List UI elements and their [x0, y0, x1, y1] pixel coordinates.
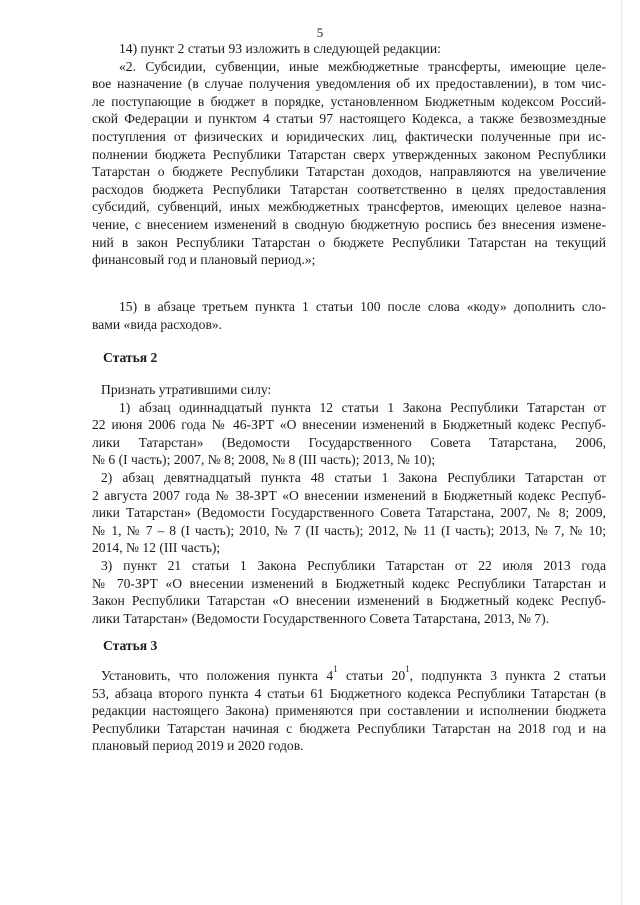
- text-line: лики Татарстан» (Ведомости Государственного Совета Татарстана, 2006,: [92, 434, 606, 450]
- text-line: вами «вида расходов».: [92, 316, 223, 332]
- text-line: финансовый год и плановый период.»;: [92, 252, 316, 268]
- text-line: 1) абзац одиннадцатый пункта 12 статьи 1 Закона Республики Татарстан от: [119, 399, 606, 415]
- text-line: ний в закон Республики Татарстан о бюджете Республики Татарстан на текущий: [92, 234, 606, 250]
- superscript: 1: [405, 664, 410, 675]
- item-15-paragraph: [92, 298, 606, 333]
- text-line: Татарстан о бюджете Республики Татарстан доходов, направляются на увеличение: [92, 164, 606, 180]
- text-line: 2 августа 2007 года № 38-ЗРТ «О внесении изменений в Бюджетный кодекс Респуб-: [92, 487, 606, 503]
- text-fragment: Установить, что положения пункта 4: [101, 668, 334, 683]
- text-line: 53, абзаца второго пункта 4 статьи 61 Бюджетного кодекса Республики Татарстан (в: [92, 685, 606, 701]
- text-line: плановый период 2019 и 2020 годов.: [92, 738, 304, 754]
- text-line: вое назначение (в случае получения уведомления об их предоставлении), в том чис-: [92, 76, 606, 92]
- text-line: Признать утратившими силу:: [101, 382, 272, 397]
- text-line: чение, с внесением изменений в сводную бюджетную роспись без внесения измене-: [92, 216, 606, 232]
- text-line: редакции настоящего Закона) применяются при составлении и исполнении бюджета: [92, 703, 606, 719]
- article-2-heading: Статья 2: [103, 350, 158, 365]
- text-line: ской Федерации и пунктом 4 статьи 97 настоящего Кодекса, а также безвозмездные: [92, 111, 606, 127]
- text-fragment: статьи 20: [337, 668, 406, 683]
- text-line: лики Татарстан» (Ведомости Государственного Совета Татарстана, 2007, № 8; 2009,: [92, 505, 606, 521]
- text-line: ле поступающие в бюджет в порядке, установленном Бюджетным кодексом Россий-: [92, 93, 606, 109]
- text-line: № 6 (I часть); 2007, № 8; 2008, № 8 (III часть); 2013, № 10);: [92, 452, 436, 468]
- text-line: 15) в абзаце третьем пункта 1 статьи 100 после слова «коду» дополнить сло-: [119, 299, 606, 314]
- text-line: Закон Республики Татарстан «О внесении изменений в Бюджетный кодекс Респуб-: [92, 593, 606, 609]
- text-line: субсидий, субвенций, иных межбюджетных трансфертов, имеющих целевое назна-: [92, 199, 606, 215]
- text-line: № 1, № 7 – 8 (I часть); 2010, № 7 (II часть); 2012, № 11 (I часть); 2013, № 7, № 10;: [92, 522, 606, 538]
- text-fragment: , подпункта 3 пункта 2 статьи: [409, 668, 606, 683]
- item-14-paragraph: [92, 40, 606, 269]
- text-line: 22 июня 2006 года № 46-ЗРТ «О внесении изменений в Бюджетный кодекс Респуб-: [92, 417, 606, 433]
- page-edge-shadow: [621, 0, 622, 905]
- text-line: лики Татарстан» (Ведомости Государственного Совета Татарстана, 2013, № 7).: [92, 610, 550, 626]
- text-line: расходов бюджета Республики Татарстан соответственно в целях предоставления: [92, 181, 606, 197]
- text-line: 2014, № 12 (III часть);: [92, 540, 221, 556]
- article-3-heading: Статья 3: [103, 638, 158, 653]
- text-line: 3) пункт 21 статьи 1 Закона Республики Татарстан от 22 июля 2013 года: [101, 557, 606, 573]
- text-line: 2) абзац девятнадцатый пункта 48 статьи 1 Закона Республики Татарстан от: [101, 469, 606, 485]
- text-line: 14) пункт 2 статьи 93 изложить в следующей редакции:: [119, 41, 441, 56]
- text-line: «2. Субсидии, субвенции, иные межбюджетные трансферты, имеющие целе-: [119, 58, 606, 74]
- text-line: № 70-ЗРТ «О внесении изменений в Бюджетный кодекс Республики Татарстан и: [92, 575, 606, 591]
- text-line: [101, 664, 606, 685]
- article-2-body: [92, 381, 606, 627]
- superscript: 1: [333, 664, 338, 675]
- text-line: Республики Татарстан начиная с бюджета Республики Татарстан на 2018 год и на: [92, 720, 606, 736]
- text-line: поступления от физических и юридических лиц, фактически полученные при ис-: [92, 128, 606, 144]
- article-3-body: [92, 664, 606, 755]
- text-line: полнении бюджета Республики Татарстан сверх утвержденных законом Республики: [92, 146, 606, 162]
- page-number: 5: [316, 25, 324, 40]
